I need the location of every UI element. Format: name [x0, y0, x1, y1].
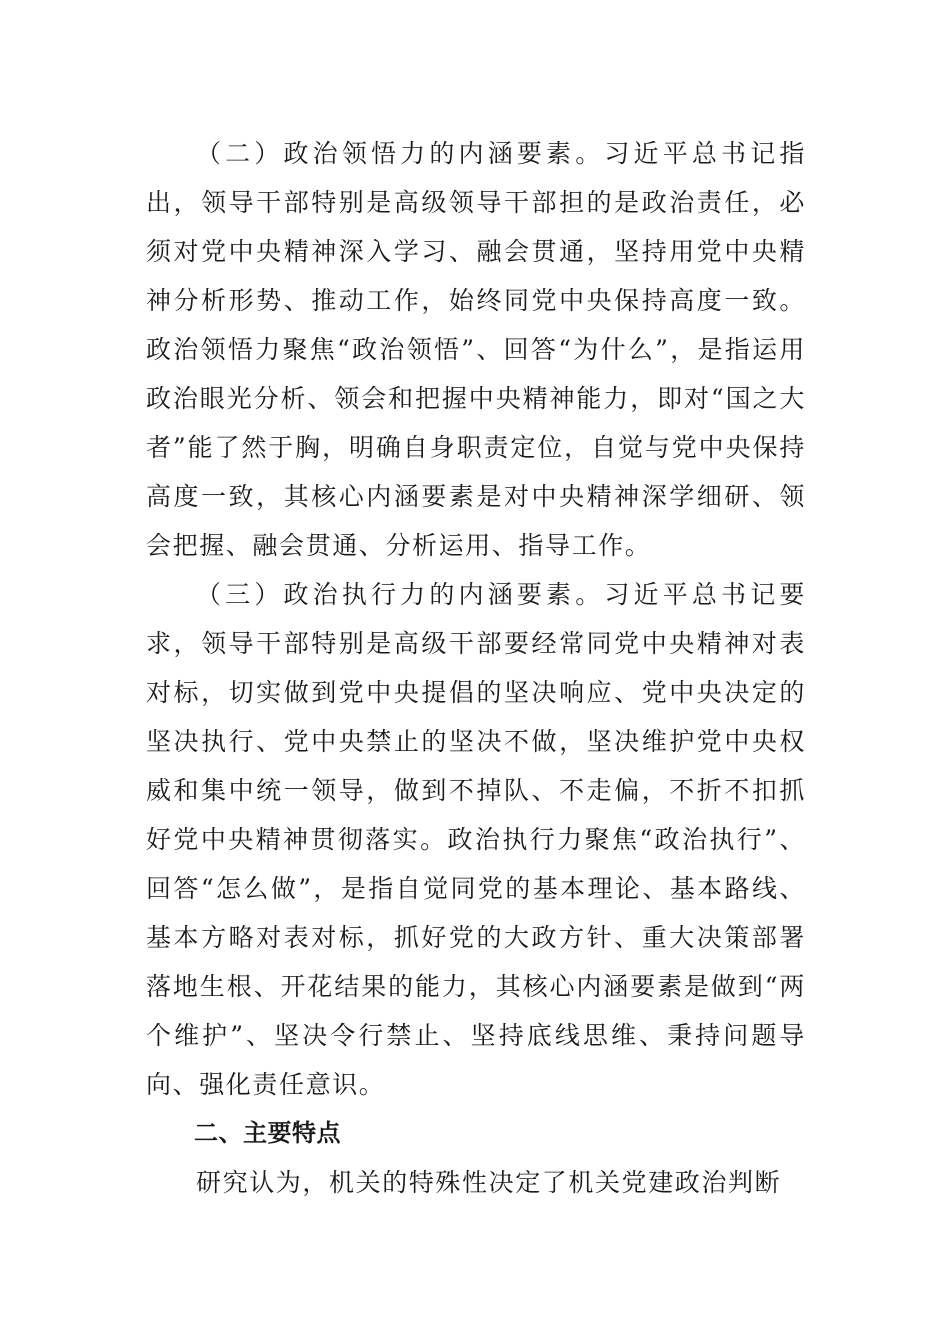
paragraph-political-execution: （三）政治执行力的内涵要素。习近平总书记要求，领导干部特别是高级干部要经常同党中央精神对表对标，切实做到党中央提倡的坚决响应、党中央决定的坚决执行、党中央禁止的坚决不做，坚决维护党中央权威和集中统一领导，做到不掉队、不走偏，不折不扣抓好党中央精神贯彻落实。政治执行力聚焦“政治执行”、回答“怎么做”，是指自觉同党的基本理论、基本路线、基本方略对表对标，抓好党的大政方针、重大决策部署落地生根、开花结果的能力，其核心内涵要素是做到“两个维护”、坚决令行禁止、坚持底线思维、秉持问题导向、强化责任意识。 — [146, 580, 806, 1099]
document-body — [146, 129, 806, 1207]
paragraph-research-conclusion: 研究认为，机关的特殊性决定了机关党建政治判断 — [196, 1168, 782, 1197]
section-heading: 二、主要特点 — [194, 1119, 341, 1147]
paragraph-political-comprehension: （二）政治领悟力的内涵要素。习近平总书记指出，领导干部特别是高级领导干部担的是政治责任，必须对党中央精神深入学习、融会贯通，坚持用党中央精神分析形势、推动工作，始终同党中央保持高度一致。政治领悟力聚焦“政治领悟”、回答“为什么”，是指运用政治眼光分析、领会和把握中央精神能力，即对“国之大者”能了然于胸，明确自身职责定位，自觉与党中央保持高度一致，其核心内涵要素是对中央精神深学细研、领会把握、融会贯通、分析运用、指导工作。 — [146, 139, 806, 560]
